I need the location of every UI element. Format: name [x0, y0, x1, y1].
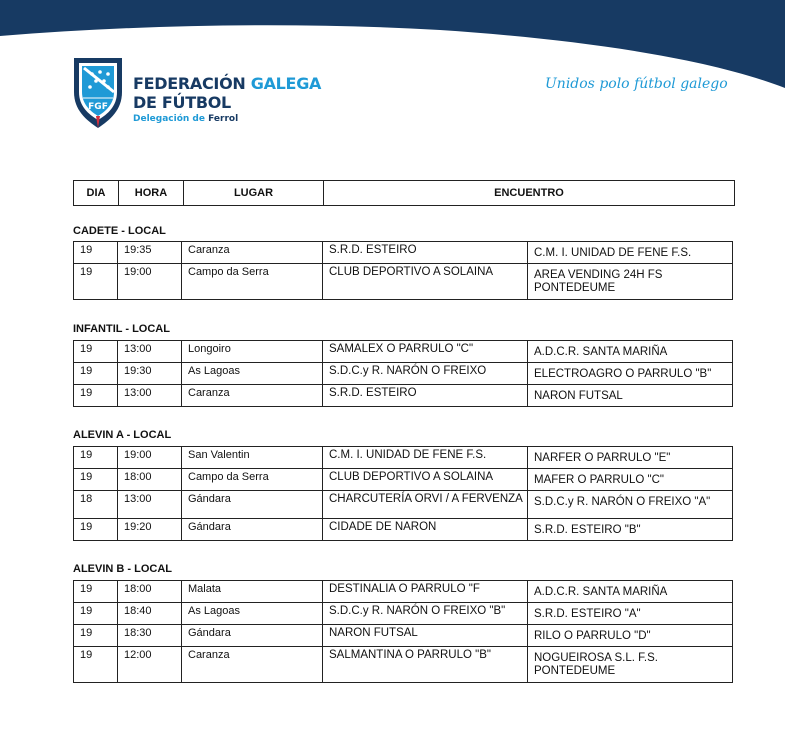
cell-away-team: NOGUEIROSA S.L. F.S. PONTEDEUME [528, 647, 733, 683]
cell-day: 19 [74, 264, 118, 300]
section-table-alevin-a [73, 446, 733, 541]
cell-place: Gándara [182, 491, 323, 519]
cell-place: Campo da Serra [182, 469, 323, 491]
cell-time: 19:30 [118, 363, 182, 385]
section-table-cadete [73, 241, 733, 300]
table-row [74, 385, 733, 407]
cell-away-team: S.R.D. ESTEIRO "B" [528, 519, 733, 541]
table-row [74, 647, 733, 683]
cell-home-team: CLUB DEPORTIVO A SOLAINA [323, 264, 528, 300]
cell-place: Caranza [182, 647, 323, 683]
cell-time: 19:20 [118, 519, 182, 541]
cell-home-team: CIDADE DE NARON [323, 519, 528, 541]
cell-time: 13:00 [118, 341, 182, 363]
cell-day: 19 [74, 469, 118, 491]
table-row [74, 264, 733, 300]
cell-away-team: A.D.C.R. SANTA MARIÑA [528, 341, 733, 363]
cell-time: 18:30 [118, 625, 182, 647]
table-row [74, 242, 733, 264]
cell-away-team: RILO O PARRULO "D" [528, 625, 733, 647]
cell-day: 19 [74, 519, 118, 541]
cell-home-team: S.D.C.y R. NARÓN O FREIXO "B" [323, 603, 528, 625]
cell-away-team: MAFER O PARRULO "C" [528, 469, 733, 491]
col-match: ENCUENTRO [324, 181, 735, 206]
cell-away-team: NARFER O PARRULO "E" [528, 447, 733, 469]
cell-place: Gándara [182, 519, 323, 541]
cell-day: 19 [74, 581, 118, 603]
cell-place: San Valentin [182, 447, 323, 469]
column-header-row [74, 181, 735, 206]
cell-away-team: S.R.D. ESTEIRO "A" [528, 603, 733, 625]
cell-place: Caranza [182, 385, 323, 407]
cell-place: Campo da Serra [182, 264, 323, 300]
cell-home-team: CLUB DEPORTIVO A SOLAINA [323, 469, 528, 491]
section-title: INFANTIL - LOCAL [73, 323, 170, 335]
cell-away-team: AREA VENDING 24H FS PONTEDEUME [528, 264, 733, 300]
col-day: DIA [74, 181, 119, 206]
cell-day: 18 [74, 491, 118, 519]
cell-day: 19 [74, 363, 118, 385]
column-header-table [73, 180, 735, 206]
cell-home-team: DESTINALIA O PARRULO "F [323, 581, 528, 603]
org-name-line2: DE FÚTBOL [133, 93, 231, 112]
cell-time: 19:35 [118, 242, 182, 264]
cell-home-team: C.M. I. UNIDAD DE FENE F.S. [323, 447, 528, 469]
fgf-shield-logo [70, 54, 126, 130]
cell-time: 12:00 [118, 647, 182, 683]
logo-text: FGF [88, 102, 108, 112]
cell-time: 19:00 [118, 264, 182, 300]
table-row [74, 469, 733, 491]
cell-away-team: NARON FUTSAL [528, 385, 733, 407]
org-name-part2: GALEGA [250, 74, 322, 93]
cell-away-team: S.D.C.y R. NARÓN O FREIXO "A" [528, 491, 733, 519]
col-place: LUGAR [184, 181, 324, 206]
cell-place: As Lagoas [182, 603, 323, 625]
section-title: ALEVIN A - LOCAL [73, 429, 172, 441]
cell-day: 19 [74, 625, 118, 647]
cell-time: 19:00 [118, 447, 182, 469]
cell-time: 13:00 [118, 491, 182, 519]
cell-place: Longoiro [182, 341, 323, 363]
cell-time: 13:00 [118, 385, 182, 407]
org-name-part1: FEDERACIÓN [133, 74, 246, 93]
cell-home-team: SAMALEX O PARRULO "C" [323, 341, 528, 363]
cell-day: 19 [74, 341, 118, 363]
cell-home-team: SALMANTINA O PARRULO "B" [323, 647, 528, 683]
section-table-alevin-b [73, 580, 733, 683]
table-row [74, 363, 733, 385]
cell-time: 18:00 [118, 469, 182, 491]
cell-home-team: S.R.D. ESTEIRO [323, 242, 528, 264]
cell-home-team: S.D.C.y R. NARÓN O FREIXO [323, 363, 528, 385]
cell-place: Malata [182, 581, 323, 603]
cell-home-team: S.R.D. ESTEIRO [323, 385, 528, 407]
table-row [74, 603, 733, 625]
cell-away-team: C.M. I. UNIDAD DE FENE F.S. [528, 242, 733, 264]
cell-place: As Lagoas [182, 363, 323, 385]
section-title: CADETE - LOCAL [73, 225, 166, 237]
section-table-infantil [73, 340, 733, 407]
cell-day: 19 [74, 385, 118, 407]
cell-away-team: ELECTROAGRO O PARRULO "B" [528, 363, 733, 385]
cell-time: 18:40 [118, 603, 182, 625]
section-title: ALEVIN B - LOCAL [73, 563, 172, 575]
col-time: HORA [119, 181, 184, 206]
tagline: Unidos polo fútbol galego [545, 76, 728, 92]
delegation-label: Delegación de Ferrol [133, 114, 239, 124]
cell-day: 19 [74, 242, 118, 264]
table-row [74, 581, 733, 603]
table-row [74, 625, 733, 647]
cell-time: 18:00 [118, 581, 182, 603]
cell-day: 19 [74, 647, 118, 683]
table-row [74, 447, 733, 469]
cell-home-team: NARON FUTSAL [323, 625, 528, 647]
organization-name [133, 74, 322, 124]
table-row [74, 491, 733, 519]
cell-home-team: CHARCUTERÍA ORVI / A FERVENZA [323, 491, 528, 519]
cell-day: 19 [74, 447, 118, 469]
table-row [74, 341, 733, 363]
cell-place: Gándara [182, 625, 323, 647]
table-row [74, 519, 733, 541]
cell-place: Caranza [182, 242, 323, 264]
cell-day: 19 [74, 603, 118, 625]
cell-away-team: A.D.C.R. SANTA MARIÑA [528, 581, 733, 603]
